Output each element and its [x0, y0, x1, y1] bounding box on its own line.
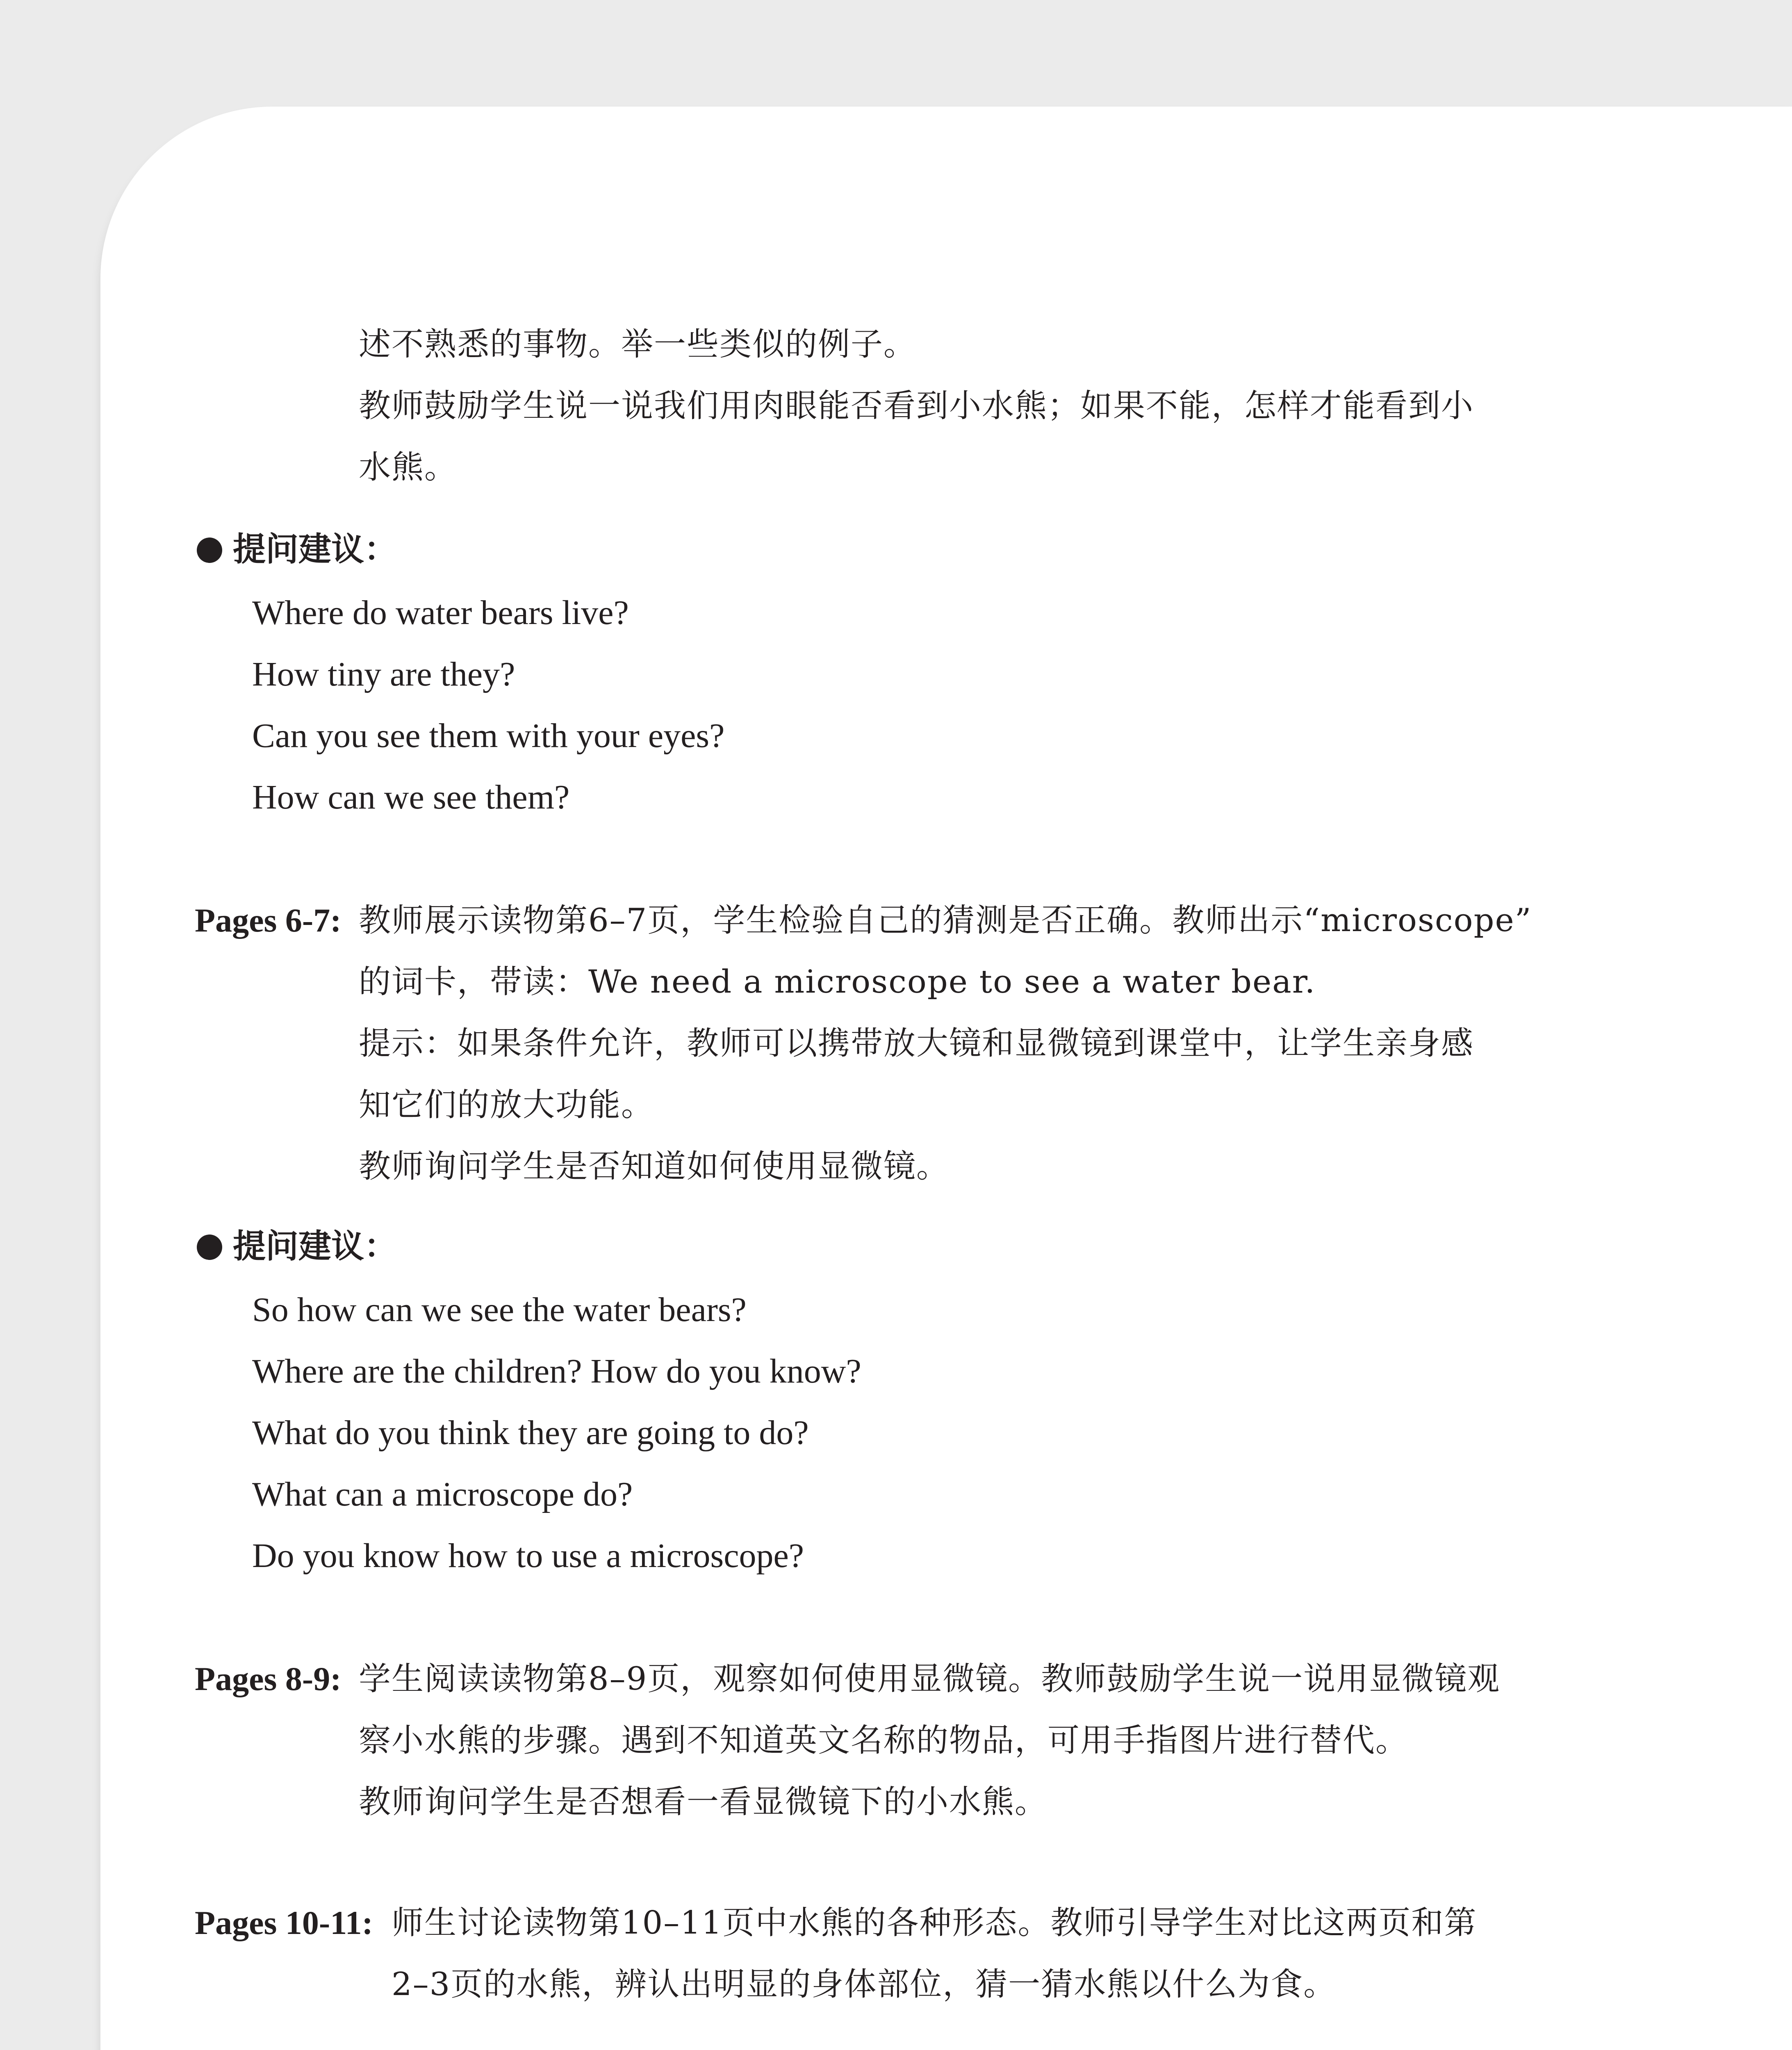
- intro-line-3: 水熊。: [359, 449, 458, 486]
- pages-6-7-line-1: 教师展示读物第6–7页，学生检验自己的猜测是否正确。教师出示“microscope”: [359, 902, 1532, 939]
- pages-6-7-line-5: 教师询问学生是否知道如何使用显微镜。: [359, 1148, 950, 1185]
- question-2-item-1: So how can we see the water bears?: [252, 1291, 747, 1329]
- pages-6-7-line-4: 知它们的放大功能。: [359, 1086, 654, 1123]
- question-heading-1: [197, 529, 397, 570]
- pages-10-11-line-1: 师生讨论读物第10–11页中水熊的各种形态。教师引导学生对比这两页和第: [392, 1904, 1477, 1941]
- pages-8-9-label: Pages 8-9:: [195, 1660, 342, 1697]
- question-1-item-4: How can we see them?: [252, 778, 570, 816]
- pages-6-7-line-3: 提示：如果条件允许，教师可以携带放大镜和显微镜到课堂中，让学生亲身感: [359, 1025, 1474, 1062]
- question-2-item-4: What can a microscope do?: [252, 1475, 633, 1513]
- pages-8-9-line-1: 学生阅读读物第8–9页，观察如何使用显微镜。教师鼓励学生说一说用显微镜观: [359, 1660, 1501, 1697]
- bullet-icon: [197, 1235, 222, 1260]
- question-2-item-2: Where are the children? How do you know?: [252, 1352, 861, 1390]
- question-2-item-3: What do you think they are going to do?: [252, 1414, 809, 1452]
- pages-8-9-line-3: 教师询问学生是否想看一看显微镜下的小水熊。: [359, 1784, 1048, 1820]
- question-heading-2: [197, 1226, 397, 1267]
- bullet-icon: [197, 538, 222, 563]
- question-2-item-5: Do you know how to use a microscope?: [252, 1537, 804, 1575]
- question-1-item-3: Can you see them with your eyes?: [252, 717, 725, 755]
- pages-6-7-label: Pages 6-7:: [195, 902, 342, 939]
- question-heading-2-text: 提问建议：: [233, 1227, 397, 1265]
- question-heading-1-text: 提问建议：: [233, 530, 397, 568]
- question-1-item-2: How tiny are they?: [252, 655, 515, 693]
- pages-10-11-line-2: 2–3页的水熊，辨认出明显的身体部位，猜一猜水熊以什么为食。: [392, 1966, 1337, 2003]
- pages-8-9-line-2: 察小水熊的步骤。遇到不知道英文名称的物品，可用手指图片进行替代。: [359, 1722, 1409, 1759]
- intro-line-2: 教师鼓励学生说一说我们用肉眼能否看到小水熊；如果不能，怎样才能看到小: [359, 387, 1474, 424]
- intro-line-1: 述不熟悉的事物。举一些类似的例子。: [359, 326, 917, 363]
- question-1-item-1: Where do water bears live?: [252, 594, 629, 632]
- pages-6-7-line-2: 的词卡，带读：We need a microscope to see a water bear.: [359, 963, 1316, 1000]
- pages-10-11-label: Pages 10-11:: [195, 1904, 373, 1941]
